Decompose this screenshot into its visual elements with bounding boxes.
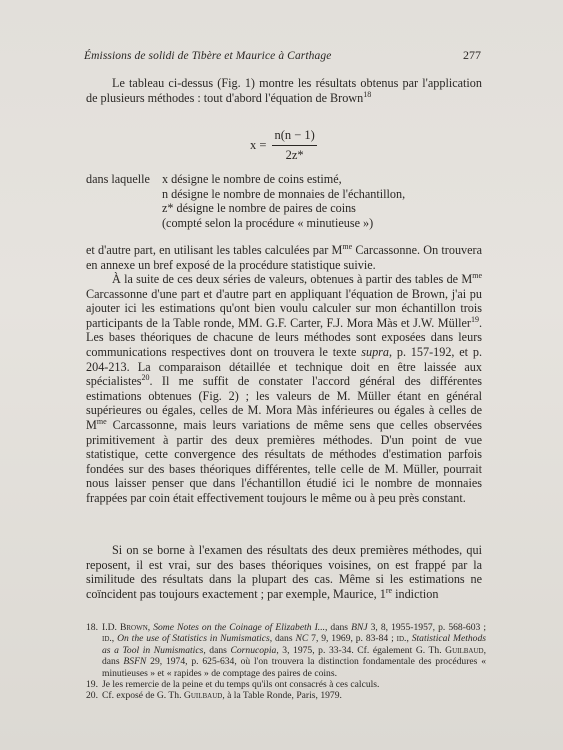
author-brown: Brown	[119, 622, 148, 633]
page-number: 277	[463, 48, 481, 62]
ibid-id: id.	[396, 633, 407, 645]
ibid-id: id.	[102, 633, 112, 645]
title-italic: Some Notes on the Coinage of Elizabeth I...	[153, 622, 325, 633]
journal-italic: Cornucopia	[230, 644, 277, 656]
footnote-text	[102, 622, 486, 679]
journal-italic: BSFN	[123, 656, 147, 668]
fn-text-part: ,	[111, 633, 118, 645]
running-head: Émissions de solidi de Tibère et Maurice à Carthage	[84, 50, 332, 62]
author-guilbaud: Guilbaud	[445, 644, 484, 656]
definition-note: (compté selon la procédure « minutieuse »)	[162, 215, 374, 230]
fn-text-part: , dans	[203, 644, 231, 656]
fn-text-part: ,	[147, 622, 154, 633]
fn-text-part: 7, 9, 1969, p. 83-84 ;	[308, 633, 397, 645]
fn-text-part: , dans	[269, 633, 296, 645]
fn-text-part: , à la Table Ronde, Paris, 1979.	[222, 690, 342, 702]
author-guilbaud: Guilbaud	[183, 690, 223, 702]
footnote-ref-18: 18	[363, 89, 372, 99]
fn-text-part: , dans	[325, 622, 352, 633]
fn-text-part: Cf. exposé de G. Th.	[102, 690, 184, 702]
title-italic: Statistical Methods as a Tool in Numismatics	[102, 633, 487, 656]
equation-numerator: n(n − 1)	[272, 128, 316, 146]
variable-definitions	[86, 172, 405, 230]
fn-text-part: I.D.	[102, 622, 120, 633]
paragraph-3-text-a: À la suite de ces deux séries de valeurs, obtenues à partir des tables de M	[112, 272, 473, 286]
superscript-re: re	[385, 585, 393, 595]
fn-text-part: 29, 1974, p. 625-634, où l'on trouvera la distinction fondamentale des procédures « minutieuses » et « rapides » de comptage des paires de coins.	[102, 656, 486, 679]
equation-lhs: x =	[250, 138, 267, 152]
brown-equation	[250, 128, 317, 163]
footnotes	[86, 622, 486, 702]
footnote-text: Je les remercie de la peine et du temps qu'ils ont consacrés à ces calculs.	[102, 679, 380, 691]
equation-denominator: 2z*	[285, 148, 304, 162]
definitions-lead: dans laquelle	[86, 172, 150, 186]
footnote-ref-20: 20	[141, 373, 150, 383]
equation-fraction	[272, 128, 316, 163]
footnote-19	[86, 679, 486, 690]
footnote-text	[102, 690, 486, 701]
paragraph-3-text-b: Carcassonne d'une part et d'autre part en appliquant l'équation de Brown, j'ai pu ajouter ici les estimations qu'ont bien voulu calculer sur mon échantillon trois participants de la Table ronde, MM. G.F. Carter, F.J. Mora Màs et J.W. Müller	[86, 286, 482, 330]
footnote-18	[86, 622, 486, 679]
fn-text-part: ,	[406, 633, 412, 645]
paragraph-3-text-e: . Il me suffit de constater l'accord général des différentes estimations obtenues (Fig. 2) ; les valeurs de M. Müller étant en général supérieures ou égales, celles de M. Mora Màs inférieures ou égales à celles de M	[86, 374, 482, 432]
superscript-me: me	[96, 416, 107, 426]
paragraph-2-text-b: Carcassonne. On trouvera en annexe un bref exposé de la procédure statistique suivie.	[86, 243, 483, 272]
fn-text-part: , 3, 1975, p. 33-34. Cf. également G. Th.	[276, 644, 446, 656]
journal-italic: BNJ	[351, 622, 368, 633]
paragraph-1	[86, 76, 482, 105]
title-italic: On the use of Statistics in Numismatics	[117, 633, 270, 645]
superscript-me: me	[342, 241, 353, 251]
paragraph-1-text: Le tableau ci-dessus (Fig. 1) montre les résultats obtenus par l'application de plusieurs méthodes : tout d'abord l'équation de Brown	[86, 76, 482, 105]
superscript-me: me	[472, 270, 482, 280]
paragraph-3-text-f: Carcassonne, mais leurs variations de même sens que celles observées primitivement à partir des deux premières méthodes. D'un point de vue statistique, cette convergence des résultats de méthodes d'estimation parfois fondées sur des bases théoriques différentes, telle celle de M. Müller, pourrait nous laisser penser que dans l'échantillon étudié ici le nombre de monnaies frappées par coin était effectivement toujours le même ou à peu près constant.	[86, 417, 482, 505]
paragraph-2	[86, 243, 482, 272]
footnote-20	[86, 690, 486, 701]
paragraph-4	[86, 543, 482, 601]
footnote-number: 18.	[86, 622, 98, 633]
fn-text-part: , dans	[102, 644, 487, 668]
definition-z: z* désigne le nombre de paires de coins	[162, 201, 356, 216]
paragraph-4-text-b: indiction	[392, 586, 439, 601]
definition-n: n désigne le nombre de monnaies de l'échantillon,	[162, 186, 406, 201]
paragraph-4-text-a: Si on se borne à l'examen des résultats des deux premières méthodes, qui reposent, il est vrai, sur des bases théoriques voisines, on est frappé par la similitude des résultats dans la plupart des cas. Même si les estimations ne coïncident pas toujours exactement ; par exemple, Maurice, 1	[86, 543, 482, 601]
fn-text-part: 3, 8, 1955-1957, p. 568-603 ;	[367, 622, 487, 633]
footnote-number: 19.	[86, 679, 98, 691]
paragraph-2-text-a: et d'autre part, en utilisant les tables calculées par M	[86, 243, 343, 257]
journal-italic: NC	[295, 633, 309, 645]
paragraph-3-text-d: , p. 157-192, et p. 204-213. La comparaison détaillée et technique doit en être laissée aux spécialistes	[86, 344, 483, 389]
paragraph-3-text-c: . Les bases théoriques de chacune de leurs méthodes sont exposées dans leurs communications respectives dont on trouvera le texte	[86, 315, 482, 359]
definition-x: x désigne le nombre de coins estimé,	[162, 172, 342, 186]
footnote-number: 20.	[86, 690, 98, 702]
paragraph-3	[86, 272, 482, 506]
footnote-ref-19: 19	[470, 314, 479, 324]
italic-supra: supra	[361, 344, 390, 359]
